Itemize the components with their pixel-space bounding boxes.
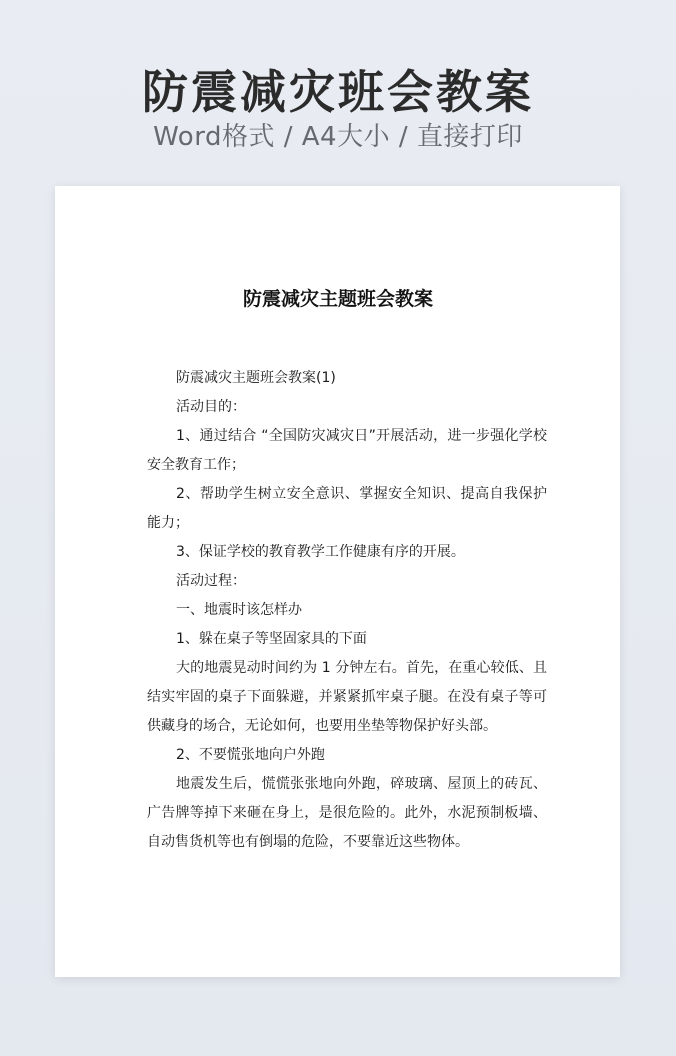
paragraph-item-2-body: 地震发生后，慌慌张张地向外跑，碎玻璃、屋顶上的砖瓦、广告牌等掉下来砸在身上，是很危险的。此外，水泥预制板墙、自动售货机等也有倒塌的危险，不要靠近这些物体。 bbox=[147, 776, 547, 850]
paragraph-item-2-heading: 2、不要慌张地向户外跑 bbox=[176, 747, 325, 763]
paragraph-objectives-heading: 活动目的： bbox=[176, 399, 246, 415]
banner-subtitle: Word格式 / A4大小 / 直接打印 bbox=[153, 122, 523, 152]
paragraph-process-heading: 活动过程： bbox=[176, 573, 246, 589]
paragraph-item-1-body: 大的地震晃动时间约为 1 分钟左右。首先，在重心较低、且结实牢固的桌子下面躲避，并紧紧抓牢桌子腿。在没有桌子等可供藏身的场合，无论如何，也要用坐垫等物保护好头部。 bbox=[147, 660, 547, 734]
paragraph-objective-2: 2、帮助学生树立安全意识、掌握安全知识、提高自我保护能力； bbox=[147, 486, 547, 531]
document-body bbox=[147, 364, 547, 857]
paragraph-item-1-heading: 1、躲在桌子等坚固家具的下面 bbox=[176, 631, 367, 647]
paragraph-lesson-heading: 防震减灾主题班会教案(1) bbox=[176, 370, 336, 386]
banner-title: 防震减灾班会教案 bbox=[142, 65, 534, 119]
document-title: 防震减灾主题班会教案 bbox=[242, 288, 433, 310]
paragraph-section-1-heading: 一、地震时该怎样办 bbox=[176, 602, 302, 618]
paragraph-objective-1: 1、通过结合 “全国防灾减灾日”开展活动，进一步强化学校安全教育工作； bbox=[147, 428, 547, 473]
paragraph-objective-3: 3、保证学校的教育教学工作健康有序的开展。 bbox=[176, 544, 465, 560]
